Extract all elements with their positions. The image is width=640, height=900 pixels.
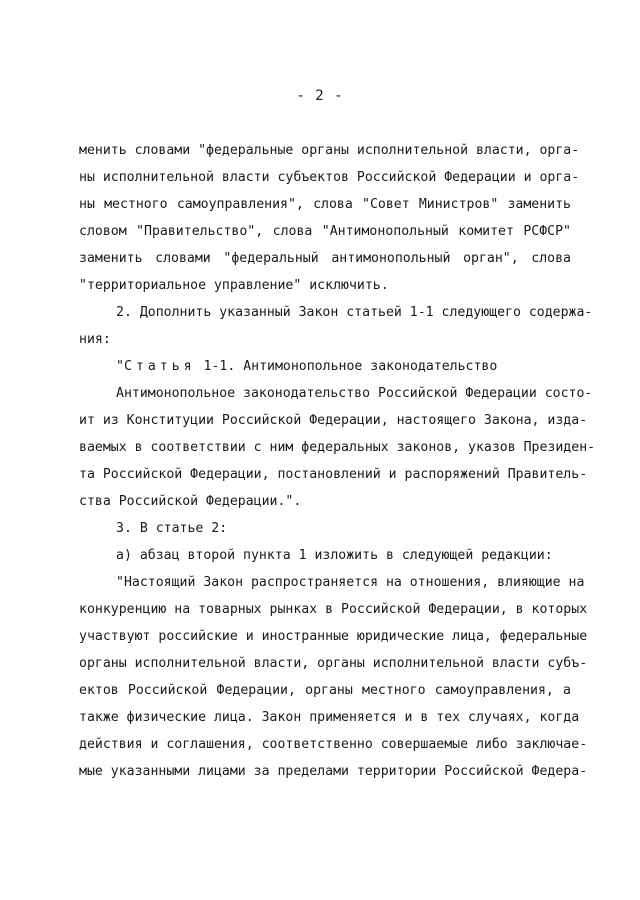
- article-heading-word: Статья: [123, 359, 196, 374]
- text-line: менить словами "федеральные органы исполнительной власти, орга-: [79, 143, 580, 158]
- text-line: ства Российской Федерации.".: [79, 494, 302, 509]
- text-line: ния:: [79, 332, 111, 347]
- paragraph-start-line: Антимонопольное законодательство Российской Федерации состо-: [116, 386, 593, 401]
- text-line: "территориальное управление" исключить.: [79, 278, 389, 293]
- text-line: также физические лица. Закон применяется и в тех случаях, когда: [79, 710, 580, 725]
- text-line: конкуренцию на товарных рынках в Российской Федерации, в которых: [79, 602, 588, 617]
- paragraph-start-line: 2. Дополнить указанный Закон статьей 1-1 следующего содержа-: [116, 305, 593, 320]
- page-number: - 2 -: [296, 88, 344, 104]
- text-line: ит из Конституции Российской Федерации, настоящего Закона, изда-: [79, 413, 588, 428]
- article-heading: [116, 356, 571, 378]
- text-line: заменить словами "федеральный антимонопольный орган", слова: [79, 251, 571, 266]
- paragraph-start-line: "Настоящий Закон распространяется на отношения, влияющие на: [116, 575, 585, 590]
- text-line: ны исполнительной власти субъектов Российской Федерации и орга-: [79, 170, 580, 185]
- text-line: органы исполнительной власти, органы исполнительной власти субъ-: [79, 656, 588, 671]
- text-line: мые указанными лицами за пределами территории Российской Федера-: [79, 764, 588, 779]
- article-heading-title: 1-1. Антимонопольное законодательство: [195, 359, 498, 374]
- text-line: словом "Правительство", слова "Антимонопольный комитет РСФСР": [79, 224, 571, 239]
- text-line: действия и соглашения, соответственно совершаемые либо заключае-: [79, 737, 588, 752]
- paragraph-start-line: а) абзац второй пункта 1 изложить в следующей редакции:: [116, 548, 553, 563]
- paragraph-start-line: 3. В статье 2:: [116, 521, 228, 536]
- text-line: ны местного самоуправления", слова "Совет Министров" заменить: [79, 197, 571, 212]
- text-line: та Российской Федерации, постановлений и распоряжений Правитель-: [79, 467, 588, 482]
- text-line: ваемых в соответствии с ним федеральных законов, указов Президен-: [79, 440, 596, 455]
- article-heading-quote: ": [116, 359, 124, 374]
- text-line: участвуют российские и иностранные юридические лица, федеральные: [79, 629, 588, 644]
- text-line: ектов Российской Федерации, органы местного самоуправления, а: [79, 683, 571, 698]
